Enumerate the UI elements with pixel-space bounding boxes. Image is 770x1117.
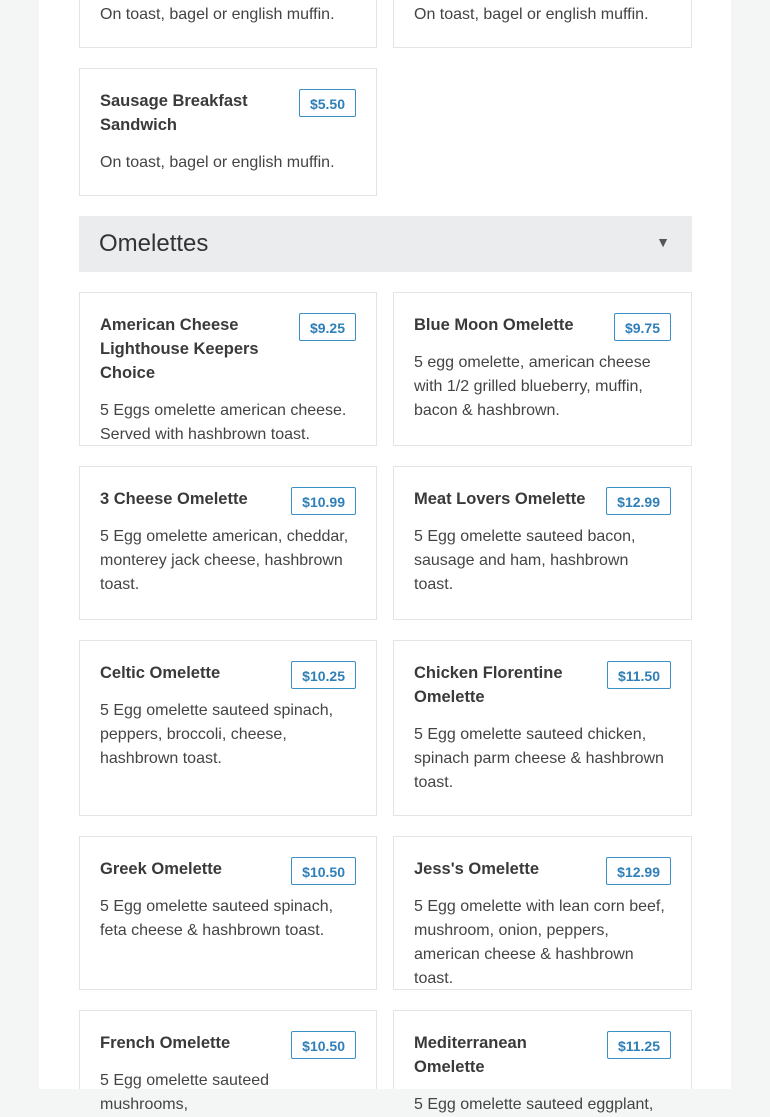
menu-item-card[interactable] — [393, 0, 692, 48]
item-name: Blue Moon Omelette — [414, 316, 574, 334]
item-name: Jess's Omelette — [414, 860, 539, 878]
menu-item-card[interactable] — [79, 836, 377, 990]
menu-item-card[interactable] — [79, 68, 377, 196]
item-description: 5 Egg omelette sauteed eggplant, — [414, 1096, 654, 1113]
item-name: Celtic Omelette — [100, 664, 221, 682]
item-description: On toast, bagel or english muffin. — [100, 154, 335, 171]
menu-item-card[interactable] — [79, 466, 377, 620]
item-name: Meat Lovers Omelette — [414, 490, 586, 508]
item-description: On toast, bagel or english muffin. — [100, 6, 335, 23]
price-badge: $10.25 — [291, 661, 356, 689]
item-name: Greek Omelette — [100, 860, 222, 878]
item-description: 5 Egg omelette sauteed bacon, sausage and ham, hashbrown toast. — [414, 528, 636, 593]
item-description: 5 Eggs omelette american cheese. Served with hashbrown toast. — [100, 402, 347, 443]
item-name: 3 Cheese Omelette — [100, 490, 248, 508]
price-badge: $11.25 — [607, 1031, 671, 1059]
menu-item-card[interactable] — [393, 292, 692, 446]
price-badge: $10.50 — [291, 857, 356, 885]
price-badge: $12.99 — [606, 487, 671, 515]
menu-item-card[interactable] — [79, 0, 377, 48]
menu-item-card[interactable] — [393, 836, 692, 990]
item-name: Sausage Breakfast Sandwich — [100, 92, 248, 134]
item-description: 5 Egg omelette sauteed spinach, feta cheese & hashbrown toast. — [100, 898, 334, 939]
menu-item-card[interactable] — [393, 640, 692, 816]
price-badge: $11.50 — [607, 661, 671, 689]
price-badge: $12.99 — [606, 857, 671, 885]
item-name: Chicken Florentine Omelette — [414, 664, 563, 706]
item-name: French Omelette — [100, 1034, 231, 1052]
section-title: Omelettes — [99, 230, 209, 257]
item-description: 5 Egg omelette with lean corn beef, mushroom, onion, peppers, american cheese & hashbrown toast. — [414, 898, 665, 987]
menu-item-card[interactable] — [79, 1010, 377, 1113]
item-description: On toast, bagel or english muffin. — [414, 6, 649, 23]
triangle-down-icon[interactable]: ▼ — [656, 234, 670, 250]
item-name: American Cheese Lighthouse Keepers Choice — [100, 316, 259, 382]
item-description: 5 Egg omelette sauteed mushrooms, — [100, 1072, 270, 1113]
menu-item-card[interactable] — [79, 640, 377, 816]
item-description: 5 Egg omelette sauteed spinach, peppers, broccoli, cheese, hashbrown toast. — [100, 702, 334, 767]
price-badge: $5.50 — [299, 89, 356, 117]
item-description: 5 Egg omelette american, cheddar, monterey jack cheese, hashbrown toast. — [100, 528, 349, 593]
section-header-omelettes[interactable] — [79, 216, 692, 272]
price-badge: $10.50 — [291, 1031, 356, 1059]
item-description: 5 Egg omelette sauteed chicken, spinach parm cheese & hashbrown toast. — [414, 726, 664, 791]
price-badge: $9.25 — [299, 313, 356, 341]
item-description: 5 egg omelette, american cheese with 1/2 grilled blueberry, muffin, bacon & hashbrown. — [414, 354, 651, 419]
menu-item-card[interactable] — [393, 1010, 692, 1113]
price-badge: $10.99 — [291, 487, 356, 515]
price-badge: $9.75 — [614, 313, 671, 341]
item-name: Mediterranean Omelette — [414, 1034, 527, 1076]
menu-item-card[interactable] — [79, 292, 377, 446]
menu-item-card[interactable] — [393, 466, 692, 620]
